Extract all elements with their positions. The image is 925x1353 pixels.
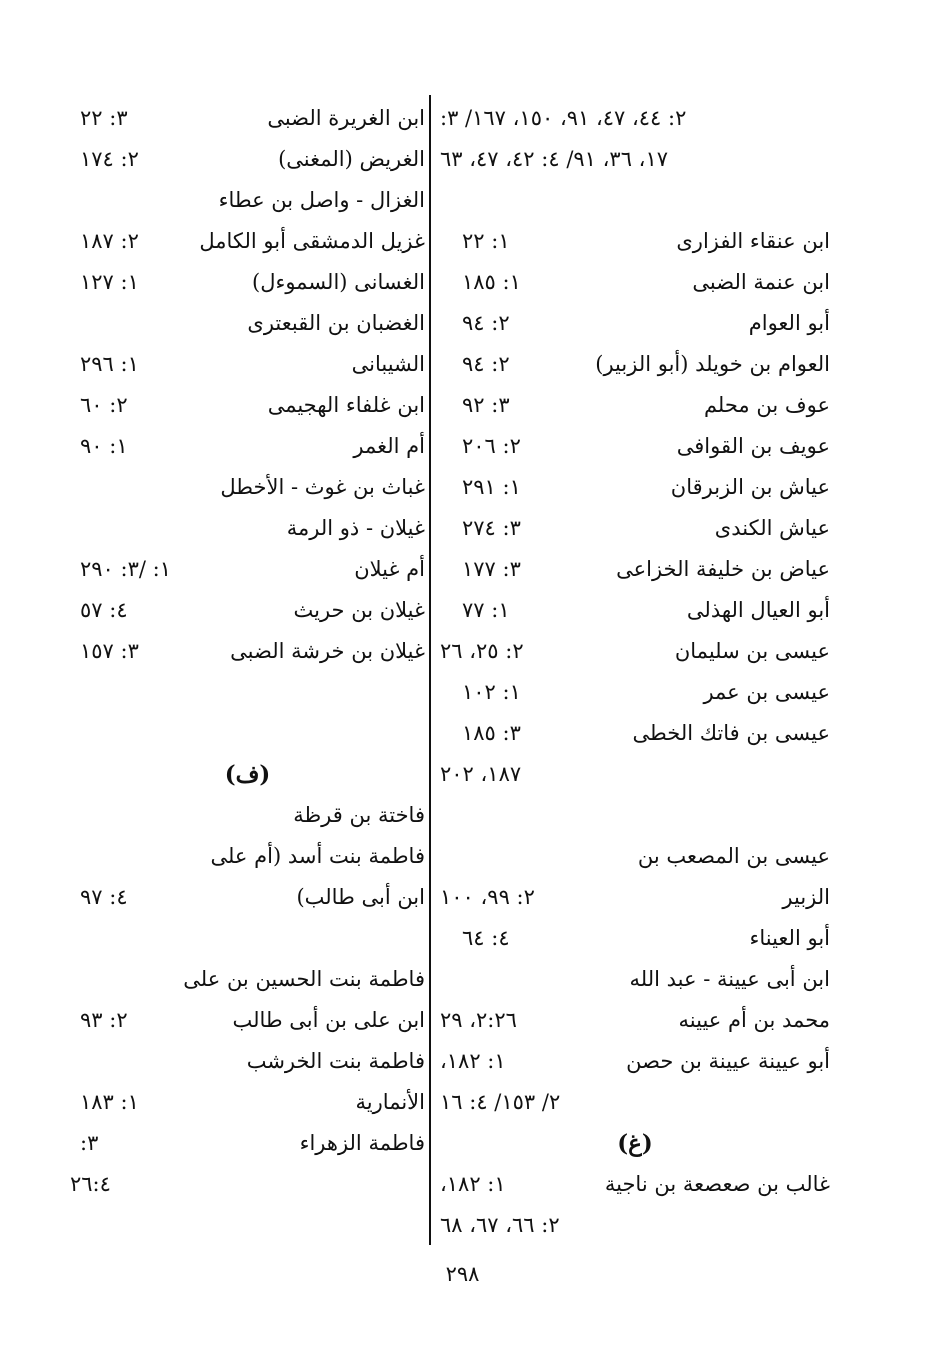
entry-name: غباث بن غوث - الأخطل xyxy=(220,475,425,499)
index-entry xyxy=(70,590,425,631)
index-entry xyxy=(440,1164,830,1205)
index-entry xyxy=(70,385,425,426)
index-entry xyxy=(440,1041,830,1082)
page-references: ٢/ ١٥٣/ ٤: ١٦ xyxy=(440,1090,561,1114)
index-entry-name-line xyxy=(70,508,425,549)
page-references: ٤: ٦٤ xyxy=(462,926,510,950)
entry-name: الغزال - واصل بن عطاء xyxy=(218,188,425,212)
index-entry-name-line xyxy=(70,1041,425,1082)
entry-name: الغريض (المغنى) xyxy=(278,147,425,171)
index-entry-name-line xyxy=(70,836,425,877)
page-references: ٣: ١٥٧ xyxy=(80,639,139,663)
page-references: ٢: ٦٦، ٦٧، ٦٨ xyxy=(440,1213,560,1237)
entry-name: الغضبان بن القبعترى xyxy=(247,311,425,335)
entry-name: أبو العيال الهذلى xyxy=(686,598,830,622)
entry-name: عياض بن خليفة الخزاعى xyxy=(616,557,830,581)
page-references: ١: ٧٧ xyxy=(462,598,510,622)
entry-name: غيلان بن حريث xyxy=(293,598,425,622)
index-entry-name-line xyxy=(70,467,425,508)
entry-name: أبو عيينة عيينة بن حصن xyxy=(626,1049,830,1073)
page-references: ١: ١٨٢، xyxy=(440,1049,506,1073)
page-references: ٣: ١٧٧ xyxy=(462,557,521,581)
blank-line xyxy=(440,180,830,221)
entry-name: عيسى بن فاتك الخطى xyxy=(632,721,830,745)
entry-name: فاطمة بنت الحسين بن على xyxy=(183,967,425,991)
entry-name: عويف بن القوافى xyxy=(676,434,830,458)
entry-name: عيسى بن المصعب بن xyxy=(637,844,830,868)
index-entry xyxy=(70,1123,425,1164)
page-references: ٢: ٩٤ xyxy=(462,352,510,376)
blank-line xyxy=(70,713,425,754)
index-entry xyxy=(70,1082,425,1123)
page-references: ١: ٩٠ xyxy=(80,434,128,458)
index-entry-continuation xyxy=(440,98,830,139)
index-entry-continuation xyxy=(70,1164,425,1205)
index-entry xyxy=(70,98,425,139)
entry-name: غالب بن صعصعة بن ناجية xyxy=(604,1172,830,1196)
index-entry xyxy=(440,1000,830,1041)
page-references: ٣: xyxy=(80,1131,99,1155)
index-entry-name-line xyxy=(440,836,830,877)
column-divider xyxy=(429,95,431,1245)
entry-name: عيسى بن عمر xyxy=(703,680,830,704)
page-references: ٣: ٢٧٤ xyxy=(462,516,521,540)
index-entry xyxy=(440,344,830,385)
index-entry xyxy=(440,590,830,631)
entry-name: الغسانى (السموءل) xyxy=(252,270,425,294)
entry-name: فاختة بن قرظة xyxy=(293,803,425,827)
page-references: ٢: ٢٠٦ xyxy=(462,434,521,458)
page-references: ٢: ١٨٧ xyxy=(80,229,139,253)
entry-name: فاطمة بنت الخرشب xyxy=(246,1049,425,1073)
section-letter-heading xyxy=(70,754,425,795)
index-entry xyxy=(440,221,830,262)
entry-name: أبو العوام xyxy=(748,311,830,335)
entry-name: فاطمة الزهراء xyxy=(299,1131,425,1155)
section-letter: (ف) xyxy=(224,761,271,788)
page-number: ٢٩٨ xyxy=(445,1262,480,1286)
entry-name: ابن الغريرة الضبى xyxy=(267,106,425,130)
index-entry xyxy=(440,303,830,344)
entry-name: غزيل الدمشقى أبو الكامل xyxy=(199,229,425,253)
index-entry xyxy=(440,631,830,672)
page-references: ١٨٧، ٢٠٢ xyxy=(440,762,522,786)
entry-name: محمد بن أم عيينه xyxy=(678,1008,830,1032)
page-references: ١: ٢٩١ xyxy=(462,475,521,499)
index-entry xyxy=(440,877,830,918)
page-references: ٢: ٩٣ xyxy=(80,1008,128,1032)
index-entry-continuation xyxy=(440,139,830,180)
entry-name: العوام بن خويلد (أبو الزبير) xyxy=(595,352,830,376)
index-entry xyxy=(440,918,830,959)
entry-name: ابن أبى طالب) xyxy=(296,885,425,909)
entry-name: عوف بن محلم xyxy=(703,393,830,417)
index-entry-continuation xyxy=(440,1082,830,1123)
index-entry-continuation xyxy=(440,754,830,795)
page-references: ٢: ٦٠ xyxy=(80,393,128,417)
entry-name: ابن أبى عيينة - عبد الله xyxy=(629,967,830,991)
entry-name: الشيبانى xyxy=(351,352,425,376)
index-entry xyxy=(70,221,425,262)
blank-line xyxy=(70,918,425,959)
page-references: ٤: ٩٧ xyxy=(80,885,128,909)
page-references: ٢: ٩٩، ١٠٠ xyxy=(440,885,535,909)
entry-name: عياش الكندى xyxy=(714,516,830,540)
index-entry xyxy=(70,877,425,918)
index-entry-name-line xyxy=(70,180,425,221)
entry-name: ابن عنقاء الفزارى xyxy=(676,229,830,253)
page-references: ١: ١٨٢، xyxy=(440,1172,506,1196)
index-entry xyxy=(440,549,830,590)
index-entry-name-line xyxy=(70,795,425,836)
index-entry xyxy=(440,426,830,467)
section-letter: (غ) xyxy=(617,1130,653,1157)
blank-line xyxy=(440,795,830,836)
page-references: ٢: ٤٤، ٤٧، ٩١، ١٥٠، ١٦٧/ ٣: xyxy=(440,106,687,130)
page-references: ١: ٢٩٦ xyxy=(80,352,139,376)
index-entry xyxy=(70,426,425,467)
entry-name: غيلان - ذو الرمة xyxy=(286,516,425,540)
entry-name: فاطمة بنت أسد (أم على xyxy=(210,844,425,868)
page-references: ١: /٣: ٢٩٠ xyxy=(80,557,171,581)
index-entry-name-line xyxy=(440,959,830,1000)
blank-line xyxy=(70,672,425,713)
index-entry xyxy=(440,467,830,508)
page-references: ٢: ١٧٤ xyxy=(80,147,139,171)
page-references: ١: ١٨٣ xyxy=(80,1090,139,1114)
page-references: ١٧، ٣٦، ٩١/ ٤: ٤٢، ٤٧، ٦٣ xyxy=(440,147,668,171)
entry-name: أبو العيناء xyxy=(749,926,830,950)
index-entry-name-line xyxy=(70,303,425,344)
page-references: ٢٦:٤ xyxy=(70,1172,111,1196)
index-entry xyxy=(70,262,425,303)
index-entry xyxy=(70,139,425,180)
entry-name: الأنمارية xyxy=(355,1090,425,1114)
index-entry xyxy=(440,672,830,713)
index-entry xyxy=(70,631,425,672)
entry-name: ابن غلفاء الهجيمى xyxy=(267,393,425,417)
index-entry xyxy=(440,262,830,303)
entry-name: الزبير xyxy=(782,885,830,909)
page-references: ١: ١٨٥ xyxy=(462,270,521,294)
page-references: ١: ٢٢ xyxy=(462,229,510,253)
page-references: ٣: ٩٢ xyxy=(462,393,510,417)
entry-name: أم غيلان xyxy=(354,557,425,581)
page-references: ٢: ٢٥، ٢٦ xyxy=(440,639,524,663)
index-entry xyxy=(440,508,830,549)
entry-name: ابن عنمة الضبى xyxy=(692,270,830,294)
index-column-left xyxy=(70,98,425,1205)
index-column-right xyxy=(440,98,830,1246)
entry-name: غيلان بن خرشة الضبى xyxy=(230,639,425,663)
entry-name: عيسى بن سليمان xyxy=(674,639,830,663)
page-references: ٣: ٢٢ xyxy=(80,106,128,130)
page-references: ٤: ٥٧ xyxy=(80,598,128,622)
page-references: ٢: ٩٤ xyxy=(462,311,510,335)
index-entry xyxy=(440,713,830,754)
page-references: ١: ١٠٢ xyxy=(462,680,521,704)
index-entry xyxy=(70,344,425,385)
index-entry xyxy=(440,385,830,426)
entry-name: أم الغمر xyxy=(353,434,425,458)
index-entry-continuation xyxy=(440,1205,830,1246)
entry-name: عياش بن الزبرقان xyxy=(670,475,830,499)
index-entry xyxy=(70,1000,425,1041)
index-entry-name-line xyxy=(70,959,425,1000)
entry-name: ابن على بن أبى طالب xyxy=(232,1008,425,1032)
page-references: ٢:٢٦، ٢٩ xyxy=(440,1008,517,1032)
page-references: ٣: ١٨٥ xyxy=(462,721,521,745)
index-entry xyxy=(70,549,425,590)
page-references: ١: ١٢٧ xyxy=(80,270,139,294)
section-letter-heading xyxy=(440,1123,830,1164)
